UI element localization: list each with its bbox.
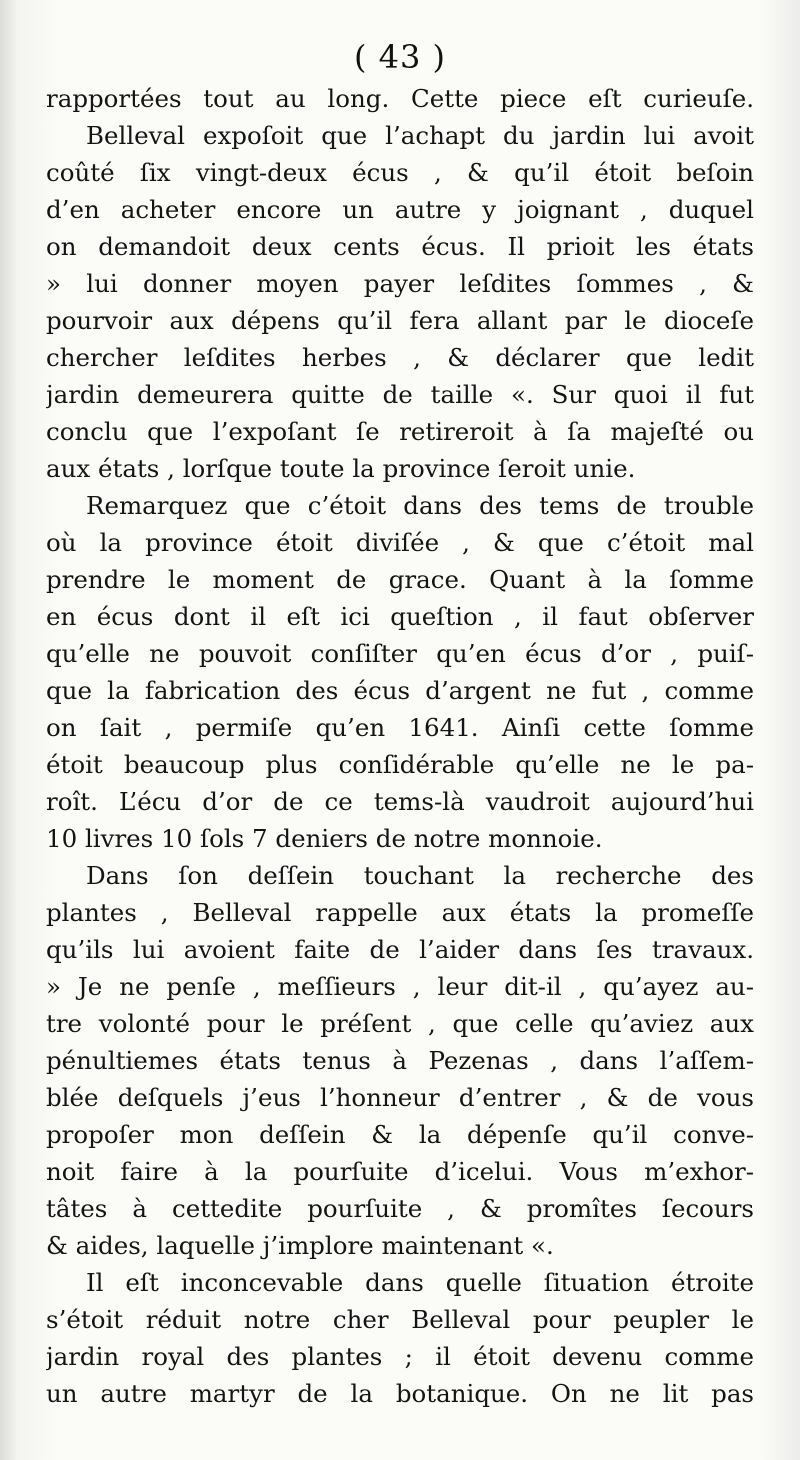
text-line: pourvoir aux dépens qu’il fera allant par le dioceſe: [46, 306, 754, 335]
text-line: blée deſquels j’eus l’honneur d’entrer , & de vous: [46, 1083, 754, 1112]
text-line: on demandoit deux cents écus. Il prioit les états: [46, 232, 754, 261]
text-line: jardin demeurera quitte de taille «. Sur quoi il fut: [46, 380, 754, 409]
text-line: conclu que l’expoſant ſe retireroit à ſa majeſté ou: [46, 417, 754, 446]
text-line: d’en acheter encore un autre y joignant , duquel: [46, 195, 754, 224]
text-line: & aides, laquelle j’implore maintenant «.: [46, 1231, 554, 1260]
text-line: prendre le moment de grace. Quant à la ſomme: [46, 565, 754, 594]
text-line: » lui donner moyen payer leſdites ſommes , &: [46, 269, 754, 298]
text-line: on ſait , permiſe qu’en 1641. Ainſi cette ſomme: [46, 713, 754, 742]
text-line: jardin royal des plantes ; il étoit devenu comme: [46, 1342, 754, 1371]
text-line: pénultiemes états tenus à Pezenas , dans l’aſſem-: [46, 1046, 754, 1075]
page-number: ( 43 ): [353, 38, 447, 76]
text-line: Belleval expoſoit que l’achapt du jardin lui avoit: [86, 121, 754, 150]
text-line: un autre martyr de la botanique. On ne lit pas: [46, 1379, 754, 1408]
text-line: » Je ne penſe , meſſieurs , leur dit-il , qu’ayez au-: [46, 972, 754, 1001]
text-line: Remarquez que c’étoit dans des tems de trouble: [86, 491, 754, 520]
text-line: noit faire à la pourſuite d’icelui. Vous m’exhor-: [46, 1157, 754, 1186]
text-line: 10 livres 10 ſols 7 deniers de notre monnoie.: [46, 824, 603, 853]
text-line: étoit beaucoup plus conſidérable qu’elle ne le pa-: [46, 750, 754, 779]
text-line: roît. L’écu d’or de ce tems-là vaudroit aujourd’hui: [46, 787, 754, 816]
text-line: chercher leſdites herbes , & déclarer que ledit: [46, 343, 754, 372]
text-line: rapportées tout au long. Cette piece eſt curieuſe.: [46, 84, 754, 113]
body-text: [46, 80, 754, 1412]
text-line: qu’ils lui avoient faite de l’aider dans ſes travaux.: [46, 935, 754, 964]
text-line: tâtes à cettedite pourſuite , & promîtes ſecours: [46, 1194, 754, 1223]
text-line: que la fabrication des écus d’argent ne fut , comme: [46, 676, 754, 705]
text-line: tre volonté pour le préſent , que celle qu’aviez aux: [46, 1009, 754, 1038]
text-line: qu’elle ne pouvoit conſiſter qu’en écus d’or , puiſ-: [46, 639, 754, 668]
text-line: plantes , Belleval rappelle aux états la promeſſe: [46, 898, 754, 927]
text-line: où la province étoit diviſée , & que c’étoit mal: [46, 528, 754, 557]
text-line: coûté ſix vingt-deux écus , & qu’il étoit beſoin: [46, 158, 754, 187]
text-line: en écus dont il eſt ici queſtion , il faut obſerver: [46, 602, 754, 631]
text-line: Il eſt inconcevable dans quelle ſituation étroite: [86, 1268, 754, 1297]
text-line: aux états , lorſque toute la province ſeroit unie.: [46, 454, 636, 483]
text-line: propoſer mon deſſein & la dépenſe qu’il conve-: [46, 1120, 754, 1149]
text-line: Dans ſon deſſein touchant la recherche des: [86, 861, 754, 890]
text-line: s’étoit réduit notre cher Belleval pour peupler le: [46, 1305, 754, 1334]
